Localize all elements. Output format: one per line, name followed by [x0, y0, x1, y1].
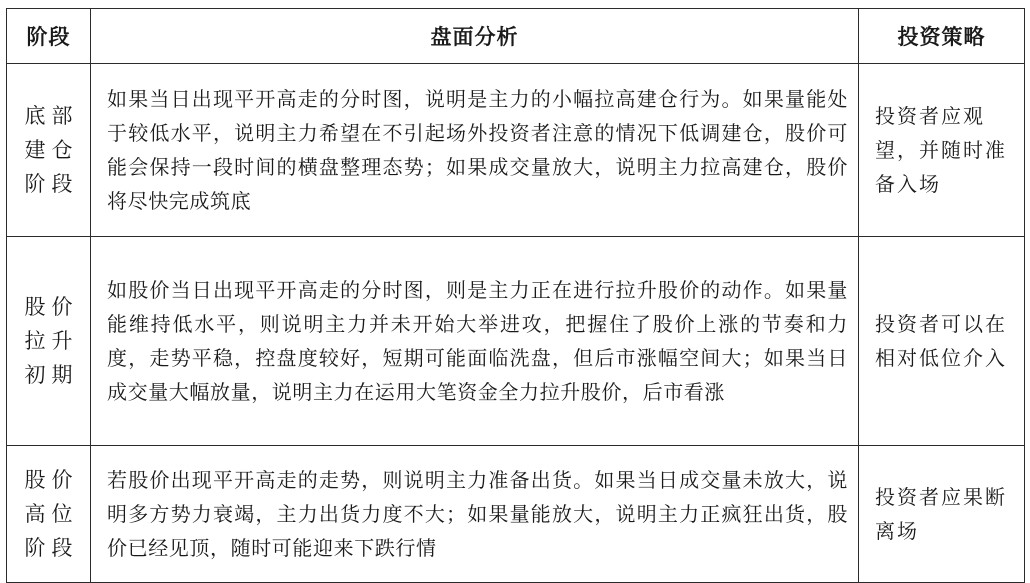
stage-cell — [7, 237, 91, 446]
analysis-cell: 若股价出现平开高走的走势，则说明主力准备出货。如果当日成交量未放大，说明多方势力衰竭，主力出货力度不大；如果量能放大，说明主力正疯狂出货，股价已经见顶，随时可能迎来下跌行情 — [91, 446, 859, 583]
header-analysis: 盘面分析 — [91, 9, 859, 64]
table-row — [7, 64, 1025, 237]
stage-text: 底部 — [24, 104, 79, 128]
analysis-cell: 如股价当日出现平开高走的分时图，则是主力正在进行拉升股价的动作。如果量能维持低水平，则说明主力并未开始大举进攻，把握住了股价上涨的节奏和力度，走势平稳，控盘度较好，短期可能面临洗盘，但后市涨幅空间大；如果当日成交量大幅放量，说明主力在运用大笔资金全力拉升股价，后市看涨 — [91, 237, 859, 446]
stage-text: 拉升 — [24, 329, 79, 353]
stage-text: 建仓 — [24, 138, 79, 162]
analysis-cell: 如果当日出现平开高走的分时图，说明是主力的小幅拉高建仓行为。如果量能处于较低水平，说明主力希望在不引起场外投资者注意的情况下低调建仓，股价可能会保持一段时间的横盘整理态势；如果成交量放大，说明主力拉高建仓，股价将尽快完成筑底 — [91, 64, 859, 237]
stage-text: 阶段 — [24, 172, 79, 196]
strategy-cell: 投资者应观望，并随时准备入场 — [859, 64, 1025, 237]
table-row — [7, 446, 1025, 583]
table-row — [7, 237, 1025, 446]
stage-text: 高位 — [24, 502, 79, 526]
stage-text: 股价 — [24, 468, 79, 492]
strategy-cell: 投资者可以在相对低位介入 — [859, 237, 1025, 446]
stage-text: 初期 — [24, 363, 79, 387]
strategy-cell: 投资者应果断离场 — [859, 446, 1025, 583]
stage-cell — [7, 64, 91, 237]
stage-cell — [7, 446, 91, 583]
stage-text: 股价 — [24, 295, 79, 319]
header-stage: 阶段 — [7, 9, 91, 64]
strategy-table — [6, 8, 1025, 583]
header-strategy: 投资策略 — [859, 9, 1025, 64]
table-header-row — [7, 9, 1025, 64]
stage-text: 阶段 — [24, 536, 79, 560]
